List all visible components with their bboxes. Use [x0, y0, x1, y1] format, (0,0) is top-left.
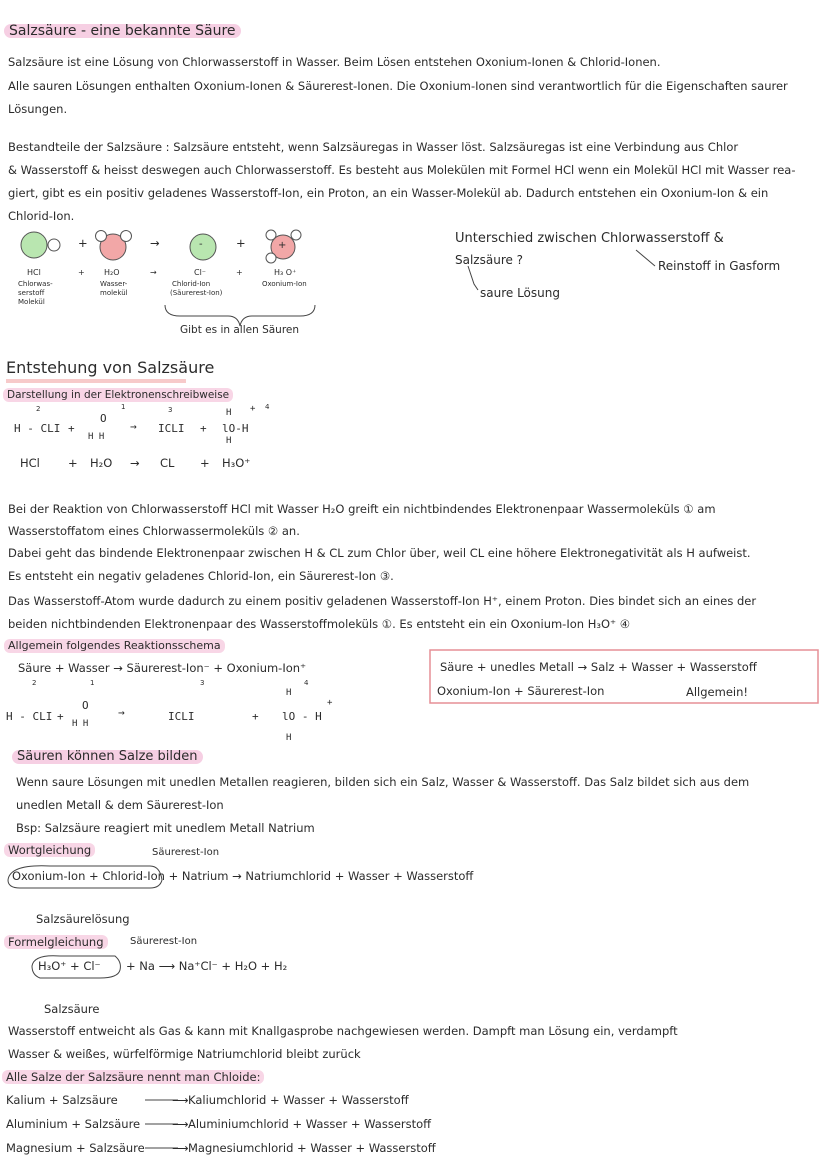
formel-eq-right: + Na ⟶ Na⁺Cl⁻ + H₂O + H₂: [126, 959, 288, 973]
schema-lewis-o: O: [82, 699, 89, 712]
salze-heading: Säuren können Salze bilden: [12, 750, 203, 764]
reaktion-line-3: Dabei geht das bindende Elektronenpaar zwischen H & CL zum Chlor über, weil CL eine höhere Elektronegativität als H aufweist.: [8, 546, 751, 560]
diagram-plus-3: +: [78, 268, 85, 277]
wort-under: Salzsäurelösung: [36, 912, 130, 926]
lewis-h-top: H: [226, 408, 232, 418]
diagram-plus-1: +: [78, 236, 88, 250]
eq-plus-1: +: [68, 456, 78, 470]
intro-line-1: Salzsäure ist eine Lösung von Chlorwasserstoff in Wasser. Beim Lösen entstehen Oxonium-Ionen & Chlorid-Ionen.: [8, 55, 661, 69]
circle-4: 4: [265, 403, 270, 411]
arrow-reinstoff: [636, 250, 655, 266]
reaktion-line-2: Wasserstoffatom eines Chlorwassermoleküls ② an.: [8, 524, 300, 538]
cl-formula: Cl⁻: [194, 268, 207, 277]
hcl-chlorine-atom: [21, 232, 47, 258]
wort-note: Säurerest-Ion: [152, 847, 220, 858]
chloride-row-2-arrow: ⟶: [172, 1117, 189, 1131]
schema-lewis-plus-2: +: [252, 710, 259, 723]
oxonium-hydrogen-atom-2: [291, 230, 301, 240]
chloride-row-3-arrow: ⟶: [172, 1141, 189, 1155]
hcl-label-1: Chlorwas-: [18, 280, 53, 288]
unterschied-saure: saure Lösung: [480, 286, 560, 300]
diagram-arrow: →: [150, 236, 160, 250]
lewis-h-bottom: H: [226, 436, 232, 446]
hcl-label-2: serstoff: [18, 289, 45, 297]
bestandteile-line-1: Bestandteile der Salzsäure : Salzsäure entsteht, wenn Salzsäuregas in Wasser löst. Salzsäuregas ist eine Verbindung aus Chlor: [8, 140, 739, 154]
wort-label: Wortgleichung: [4, 843, 95, 857]
eq-h3o: H₃O⁺: [222, 456, 251, 470]
circle-1: 1: [121, 403, 126, 411]
chloride-row-3-right: Magnesiumchlorid + Wasser + Wasserstoff: [188, 1141, 436, 1155]
reaktion-line-1: Bei der Reaktion von Chlorwasserstoff HCl mit Wasser H₂O greift ein nichtbindendes Elektronenpaar Wassermoleküls ① am: [8, 502, 716, 516]
cl-label-2: (Säurerest-Ion): [170, 289, 223, 297]
schema-line: Säure + Wasser → Säurerest-Ion⁻ + Oxonium-Ion⁺: [18, 661, 307, 675]
salze-line-2: unedlen Metall & dem Säurerest-Ion: [16, 798, 224, 812]
schema-lewis-hcl: H - CLI: [6, 710, 53, 723]
schema-lewis-oxo: lO - H: [282, 710, 322, 723]
diagram-plus-2: +: [236, 236, 246, 250]
chloride-row-1-right: Kaliumchlorid + Wasser + Wasserstoff: [188, 1093, 409, 1107]
bestandteile-line-3: giert, gibt es ein positiv geladenes Wasserstoff-Ion, ein Proton, an ein Wasser-Molekül ab. Dadurch entstehen ein Oxonium-Ion & ein: [8, 186, 769, 200]
lewis-hh: H H: [88, 432, 105, 442]
reaktion-line-6: beiden nichtbindenden Elektronenpaar des Wasserstoffmoleküls ①. Es entsteht ein ein Oxonium-Ion H₃O⁺ ④: [8, 617, 631, 631]
lewis-plus-charge: +: [250, 404, 256, 414]
lewis-plus: +: [68, 422, 75, 435]
h2o-label-1: Wasser-: [100, 280, 128, 288]
eq-arrow: →: [130, 456, 140, 470]
wort-eq: Oxonium-Ion + Chlorid-Ion + Natrium → Natriumchlorid + Wasser + Wasserstoff: [12, 869, 474, 883]
entstehung-sub: Darstellung in der Elektronenschreibweise: [3, 388, 233, 402]
formel-note: Säurerest-Ion: [130, 936, 198, 947]
reaktion-line-5: Das Wasserstoff-Atom wurde dadurch zu einem positiv geladenen Wasserstoff-Ion H⁺, einem Proton. Dies bindet sich an eines der: [8, 594, 757, 608]
h2o-hydrogen-atom-2: [121, 231, 132, 242]
formel-label: Formelgleichung: [4, 935, 108, 949]
circle-2: 2: [36, 405, 41, 413]
chloride-row-3-left: Magnesium + Salzsäure: [6, 1141, 145, 1155]
schema-h-bottom: H: [286, 733, 292, 743]
unterschied-reinstoff: Reinstoff in Gasform: [658, 259, 781, 273]
schema-circle-2: 2: [32, 679, 37, 687]
abschluss-line-2: Wasser & weißes, würfelförmige Natriumchlorid bleibt zurück: [8, 1047, 361, 1061]
lewis-oxo: lO-H: [222, 422, 249, 435]
hcl-label-3: Molekül: [18, 298, 45, 306]
oxonium-hydrogen-atom-1: [266, 230, 276, 240]
bestandteile-line-2: & Wasserstoff & heisst deswegen auch Chlorwasserstoff. Es besteht aus Molekülen mit Formel HCl wenn ein Molekül HCl mit Wasser rea-: [8, 163, 796, 177]
unterschied-line-2: Salzsäure ?: [455, 253, 524, 267]
intro-line-3: Lösungen.: [8, 102, 68, 116]
eq-cl: CL: [160, 456, 175, 470]
h3o-charge: +: [278, 240, 287, 251]
lewis-cl: ICLI: [158, 422, 185, 435]
schema-lewis-arrow: →: [118, 706, 125, 719]
schema-h-top: H: [286, 688, 292, 698]
entstehung-heading: Entstehung von Salzsäure: [6, 358, 215, 377]
chloride-row-2-right: Aluminiumchlorid + Wasser + Wasserstoff: [188, 1117, 432, 1131]
salze-line-3: Bsp: Salzsäure reagiert mit unedlem Metall Natrium: [16, 821, 315, 835]
unterschied-line-1: Unterschied zwischen Chlorwasserstoff &: [455, 231, 724, 246]
eq-hcl: HCl: [20, 456, 40, 470]
lewis-plus-2: +: [200, 422, 207, 435]
abschluss-line-1: Wasserstoff entweicht als Gas & kann mit Knallgasprobe nachgewiesen werden. Dampft man Lösung ein, verdampft: [8, 1024, 678, 1038]
lewis-arrow: →: [130, 420, 137, 433]
box-line-2: Oxonium-Ion + Säurerest-Ion: [437, 684, 605, 698]
chloride-heading: Alle Salze der Salzsäure nennt man Chloide:: [2, 1070, 264, 1084]
schema-lewis-hh: H H: [72, 719, 89, 729]
schema-plus-charge: +: [327, 698, 333, 708]
h2o-hydrogen-atom-1: [96, 231, 107, 242]
hcl-hydrogen-atom: [48, 239, 60, 251]
h3o-label-1: Oxonium-Ion: [262, 280, 307, 288]
chloride-row-1-left: Kalium + Salzsäure: [6, 1093, 118, 1107]
eq-plus-2: +: [200, 456, 210, 470]
h3o-formula: H₃ O⁺: [274, 268, 297, 277]
circle-3: 3: [168, 406, 173, 414]
formel-eq-left: H₃O⁺ + Cl⁻: [38, 959, 101, 973]
eq-h2o: H₂O: [90, 456, 113, 470]
diagram-arrow-2: →: [150, 268, 157, 277]
chloride-ion-atom: [190, 234, 216, 260]
chloride-row-1-arrow: ⟶: [172, 1093, 189, 1107]
reaktion-line-4: Es entsteht ein negativ geladenes Chlorid-Ion, ein Säurerest-Ion ③.: [8, 569, 394, 583]
arrow-saure: [468, 266, 478, 290]
schema-lewis-plus: +: [57, 710, 64, 723]
h2o-formula: H₂O: [104, 268, 120, 277]
oxonium-hydrogen-atom-3: [266, 253, 276, 263]
schema-circle-3: 3: [200, 679, 205, 687]
intro-line-2: Alle sauren Lösungen enthalten Oxonium-Ionen & Säurerest-Ionen. Die Oxonium-Ionen sind verantwortlich für die Eigenschaften saurer: [8, 79, 788, 93]
cl-charge: -: [199, 239, 203, 250]
chloride-row-2-left: Aluminium + Salzsäure: [6, 1117, 141, 1131]
cl-label-1: Chlorid-Ion: [172, 280, 211, 288]
brace-note: Gibt es in allen Säuren: [180, 324, 300, 336]
lewis-o: O: [100, 412, 107, 425]
salze-line-1: Wenn saure Lösungen mit unedlen Metallen reagieren, bilden sich ein Salz, Wasser & Wasserstoff. Das Salz bildet sich aus dem: [16, 775, 750, 789]
box-line-1: Säure + unedles Metall → Salz + Wasser + Wasserstoff: [440, 660, 757, 674]
schema-heading: Allgemein folgendes Reaktionsschema: [4, 639, 225, 653]
diagram-plus-4: +: [236, 268, 243, 277]
page-title: Salzsäure - eine bekannte Säure: [4, 24, 241, 38]
schema-circle-4: 4: [304, 679, 309, 687]
hcl-formula: HCl: [27, 268, 41, 277]
lewis-hcl: H - CLI: [14, 422, 61, 435]
box-allgemein: Allgemein!: [686, 685, 749, 699]
h2o-label-2: molekül: [100, 289, 128, 297]
schema-circle-1: 1: [90, 679, 95, 687]
schema-lewis-cl: ICLI: [168, 710, 195, 723]
formel-under: Salzsäure: [44, 1002, 100, 1016]
bestandteile-line-4: Chlorid-Ion.: [8, 209, 75, 223]
